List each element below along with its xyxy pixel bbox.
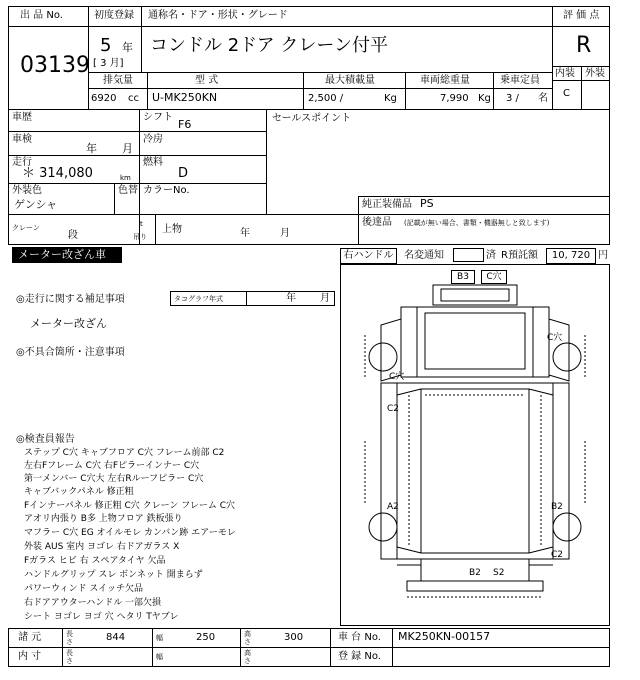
capacity-unit: 名 — [538, 93, 548, 104]
inner-length-label: 長さ — [66, 649, 73, 665]
inner-width-label: 幅 — [156, 653, 163, 661]
exterior-color: ゲンシャ — [14, 198, 58, 211]
shift: F6 — [178, 118, 192, 131]
model-label: 通称名・ドア・形状・グレード — [148, 10, 288, 21]
diagram-mark-c2: C2 — [387, 404, 400, 414]
tacho-label: タコグラフ年式 — [174, 295, 223, 303]
report-line: 左右Fフレーム C穴 右Fピラーインナー C穴 — [24, 461, 200, 471]
interior-grade: C — [563, 88, 570, 99]
inspection-label: 車検 — [12, 134, 32, 145]
length: 844 — [106, 632, 126, 643]
notice-mark: 済 — [486, 250, 496, 261]
defect-title: ◎不具合箇所・注意事項 — [16, 347, 125, 358]
diagram-mark-b2: B2 — [551, 502, 563, 512]
gross-weight: 7,990 — [440, 93, 469, 104]
driving-title: ◎走行に関する補足事項 — [16, 294, 125, 305]
upper-month-unit: 月 — [280, 228, 290, 239]
diagram-mark-c-hole: C穴 — [547, 333, 563, 343]
diagram-mark-b2: B2 — [469, 568, 481, 578]
chassis: MK250KN-00157 — [398, 630, 491, 643]
diagram-mark-c-hole: C穴 — [389, 372, 405, 382]
crane-stage-unit: 段 — [68, 230, 78, 241]
meter-tampered-banner: メーター改ざん車 — [12, 247, 122, 263]
inner-height-label: 高さ — [244, 649, 251, 665]
inspection-year-unit: 年 — [86, 142, 97, 155]
diagram-mark-s2: S2 — [493, 568, 505, 578]
fuel: D — [178, 166, 189, 181]
history-label: 車歴 — [12, 112, 32, 123]
aircon-label: 冷房 — [143, 134, 163, 145]
mileage: ＊ 314,080 — [22, 166, 93, 181]
gross-weight-label: 車両総重量 — [420, 75, 470, 86]
height-label: 高さ — [244, 630, 251, 646]
gross-weight-unit: Kg — [478, 93, 491, 104]
displacement-label: 排気量 — [103, 75, 133, 86]
fuel-label: 燃料 — [143, 157, 163, 168]
year-unit: 年 — [122, 41, 133, 54]
report-line: パワーウィンド スイッチ欠品 — [24, 584, 143, 594]
report-line: ステップ C穴 キャブフロア C穴 フレーム前部 C2 — [24, 448, 225, 458]
upper-label: 上物 — [162, 224, 182, 235]
mileage-label: 走行 — [12, 157, 32, 168]
first-reg-year: 5 — [100, 35, 112, 56]
tacho-year-unit: 年 — [286, 293, 296, 304]
type-label: 型 式 — [195, 75, 219, 86]
exterior-label: 外装 — [585, 68, 605, 79]
max-load-label: 最大積載量 — [325, 75, 375, 86]
tacho-month-unit: 月 — [320, 293, 330, 304]
report-line: Fガラス ヒビ 右 スペアタイヤ 欠品 — [24, 556, 166, 566]
first-reg-month: [ 3 月] — [93, 58, 124, 69]
mileage-unit: km — [120, 174, 131, 182]
color-code-label: 色替 — [118, 185, 138, 196]
report-line: 右ドアアウターハンドル 一部欠損 — [24, 598, 162, 608]
model-name: コンドル 2ドア クレーン付平 — [150, 35, 388, 56]
first-reg-label: 初度登録 — [94, 10, 134, 21]
driving-note: メーター改ざん — [30, 317, 107, 330]
report-line: アオリ内張り B多 上物フロア 鉄板張り — [24, 514, 183, 524]
diagram-mark-a2: A2 — [387, 502, 399, 512]
notice-label: 名変通知 — [404, 250, 444, 261]
upper-year-unit: 年 — [240, 228, 250, 239]
r-cert-label: R預託額 — [501, 250, 538, 261]
capacity-label: 乗車定員 — [500, 75, 540, 86]
grade: R — [576, 33, 592, 58]
report-line: 外装 AUS 室内 ヨゴレ 右ドアガラス X — [24, 542, 180, 552]
capacity: 3 / — [506, 93, 519, 104]
crane-label: クレーン — [12, 224, 40, 232]
grade-label: 評 価 点 — [563, 10, 600, 21]
truck-diagram — [340, 264, 610, 626]
chassis-label: 車 台 No. — [338, 632, 381, 643]
report-line: キャブバックパネル 修正粗 — [24, 487, 134, 497]
aftermarket-label: 後達品 — [362, 217, 392, 228]
shift-label: シフト — [143, 112, 173, 123]
displacement: 6920 — [91, 93, 117, 104]
r-cert-unit: 円 — [598, 250, 608, 261]
lot-no-label: 出 品 No. — [20, 10, 63, 21]
r-cert-value: 10, 720 — [546, 248, 596, 264]
dims-label: 諸 元 — [18, 632, 42, 643]
report-line: Fインナーパネル 修正粗 C穴 クレーン フレーム C穴 — [24, 501, 236, 511]
report-line: マフラー C穴 EG オイルモレ カンバン跡 エアーモレ — [24, 528, 236, 538]
right-handle-box: 右ハンドル — [340, 248, 397, 264]
interior-label: 内装 — [555, 68, 575, 79]
exterior-color-label: 外装色 — [12, 185, 42, 196]
report-line: シート ヨゴレ ヨゴ 穴 ヘタリ Tヤブレ — [24, 612, 179, 622]
diagram-mark-c2: C2 — [551, 550, 564, 560]
genuine: PS — [420, 197, 434, 210]
crane-ton-unit: t — [140, 220, 143, 228]
inspection-month-unit: 月 — [122, 142, 133, 155]
diagram-mark-c-hole: C穴 — [481, 270, 507, 284]
displacement-unit: cc — [128, 93, 139, 104]
genuine-label: 純正装備品 — [362, 199, 412, 210]
max-load-unit: Kg — [384, 93, 397, 104]
diagram-mark-b3: B3 — [451, 270, 475, 284]
inspector-title: ◎検査員報告 — [16, 434, 75, 445]
color-no-label: カラーNo. — [143, 185, 190, 196]
length-label: 長さ — [66, 630, 73, 646]
report-line: 第一メンバー C穴大 左右Rルーフピラー C穴 — [24, 474, 204, 484]
lot-no: 03139 — [20, 53, 90, 78]
report-line: ハンドルグリップ スレ ボンネット 開まらず — [24, 570, 203, 580]
width-label: 幅 — [156, 634, 163, 642]
inner-label: 内 寸 — [18, 651, 42, 662]
max-load: 2,500 / — [308, 93, 344, 104]
aftermarket-note: (記載が無い場合、書類・機器無しと致します) — [404, 219, 550, 227]
crane-hang-unit: 吊り — [133, 233, 147, 241]
width: 250 — [196, 632, 216, 643]
height: 300 — [284, 632, 304, 643]
sales-point-label: セールスポイント — [272, 113, 352, 124]
type: U-MK250KN — [152, 91, 218, 104]
reg-label: 登 録 No. — [338, 651, 381, 662]
